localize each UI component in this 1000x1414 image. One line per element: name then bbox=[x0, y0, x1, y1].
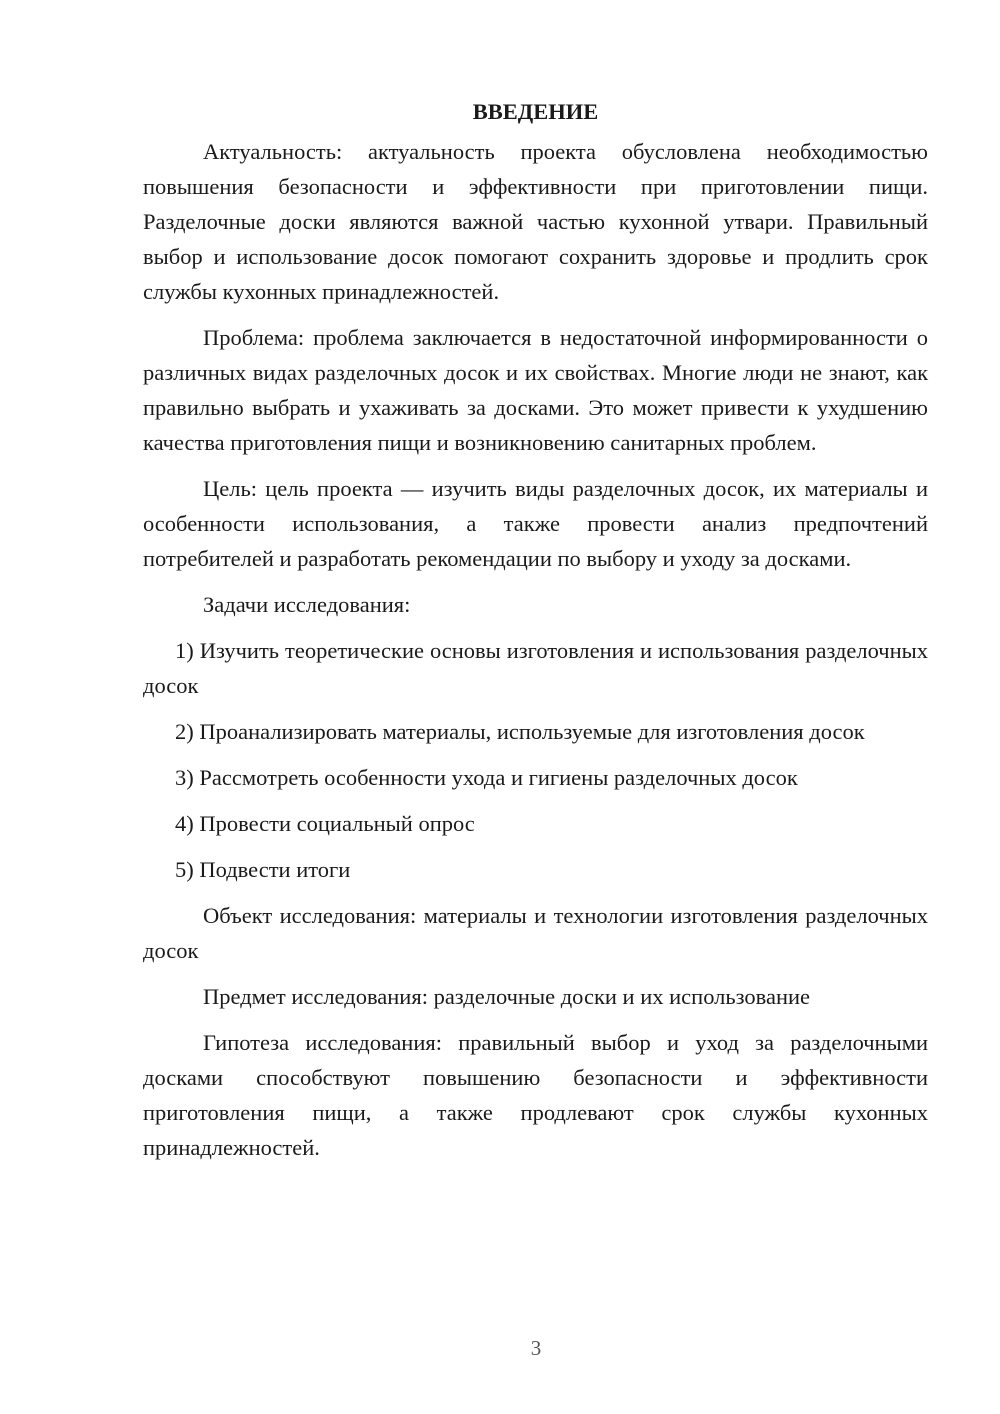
tasks-heading: Задачи исследования: bbox=[203, 592, 411, 617]
page-number: 3 bbox=[530, 1336, 542, 1360]
page-title: ВВЕДЕНИЕ bbox=[472, 99, 599, 124]
tasks-list bbox=[143, 633, 928, 887]
list-item: 1) Изучить теоретические основы изготовления и использования разделочных досок bbox=[143, 638, 928, 698]
list-item: 5) Подвести итоги bbox=[175, 857, 351, 882]
subject-paragraph: Предмет исследования: разделочные доски и их использование bbox=[203, 984, 811, 1009]
problem-paragraph: Проблема: проблема заключается в недостаточной информированности о различных видах разделочных досок и их свойствах. Многие люди не знают, как правильно выбрать и ухаживать за досками. Это может привести к ухудшению качества приготовления пищи и возникновению санитарных проблем. bbox=[143, 325, 928, 455]
page-content bbox=[143, 94, 928, 1176]
list-item: 4) Провести социальный опрос bbox=[175, 811, 475, 836]
object-paragraph: Объект исследования: материалы и технологии изготовления разделочных досок bbox=[143, 903, 928, 963]
list-item: 2) Проанализировать материалы, используемые для изготовления досок bbox=[175, 719, 865, 744]
goal-paragraph: Цель: цель проекта — изучить виды разделочных досок, их материалы и особенности использования, а также провести анализ предпочтений потребителей и разработать рекомендации по выбору и уходу за досками. bbox=[143, 476, 928, 571]
list-item: 3) Рассмотреть особенности ухода и гигиены разделочных досок bbox=[175, 765, 798, 790]
relevance-paragraph: Актуальность: актуальность проекта обусловлена необходимостью повышения безопасности и эффективности при приготовлении пищи. Разделочные доски являются важной частью кухонной утвари. Правильный выбор и использование досок помогают сохранить здоровье и продлить срок службы кухонных принадлежностей. bbox=[143, 139, 928, 304]
hypothesis-paragraph: Гипотеза исследования: правильный выбор и уход за разделочными досками способствуют повышению безопасности и эффективности приготовления пищи, а также продлевают срок службы кухонных принадлежностей. bbox=[143, 1030, 928, 1160]
